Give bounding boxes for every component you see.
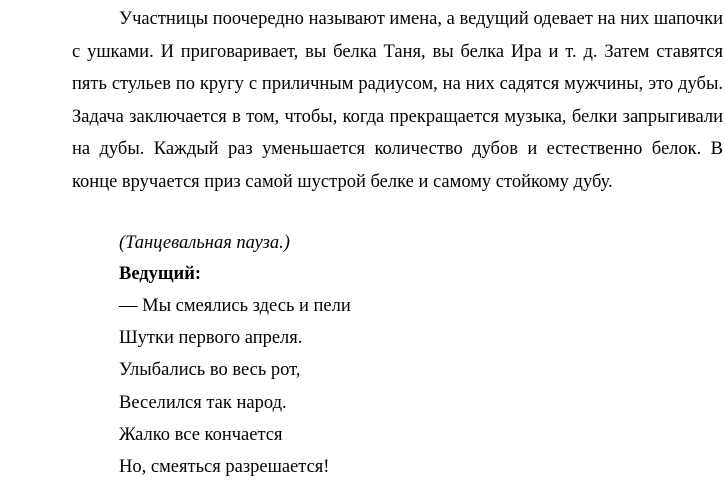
verse-line-2: Шутки первого апреля. <box>119 328 303 348</box>
verse-line-1: — Мы смеялись здесь и пели <box>119 296 351 316</box>
verse-line-5: Жалко все кончается <box>119 425 283 445</box>
verse-line-3: Улыбались во весь рот, <box>119 360 301 380</box>
speaker-label: Ведущий: <box>119 264 202 284</box>
body-paragraph: Участницы поочередно называют имена, а ведущий одевает на них шапочки с ушками. И приговаривает, вы белка Таня, вы белка Ира и т. д. Затем ставятся пять стульев по кругу с приличным радиусом, на них садятся мужчины, это дубы. Задача заключается в том, чтобы, когда прекращается музыка, белки запрыгивали на дубы. Каждый раз уменьшается количество дубов и естественно белок. В конце вручается приз самой шустрой белке и самому стойкому дубу. <box>72 9 723 192</box>
stage-direction: (Танцевальная пауза.) <box>119 233 290 253</box>
verse-line-4: Веселился так народ. <box>119 393 287 413</box>
verse-line-6: Но, смеяться разрешается! <box>119 457 330 477</box>
